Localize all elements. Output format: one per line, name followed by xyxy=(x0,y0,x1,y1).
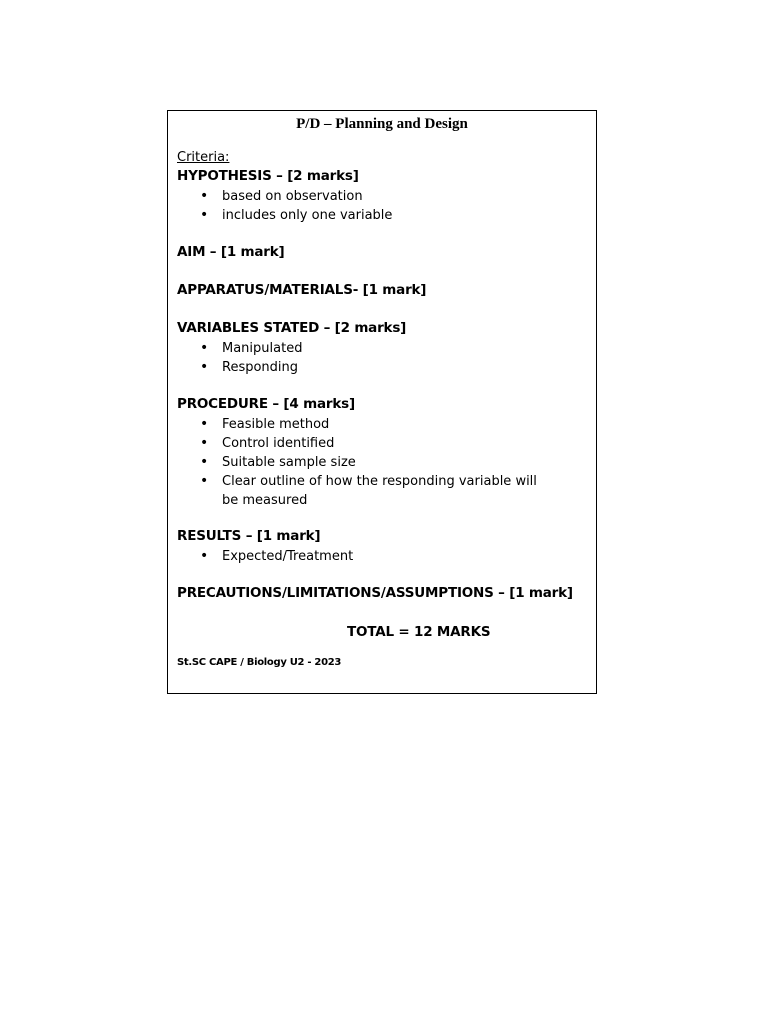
section-heading-procedure: PROCEDURE – [4 marks] xyxy=(177,396,355,412)
hypothesis-bullet-list xyxy=(168,187,542,225)
rubric-box xyxy=(167,110,597,694)
section-heading-results: RESULTS – [1 mark] xyxy=(177,528,321,544)
list-item: • includes only one variable xyxy=(168,206,542,225)
procedure-bullet-list xyxy=(168,415,542,510)
list-item: • Clear outline of how the responding variable will be measured xyxy=(168,472,542,510)
list-item: • Manipulated xyxy=(168,339,542,358)
document-title: P/D – Planning and Design xyxy=(296,116,468,132)
criteria-label: Criteria: xyxy=(177,150,230,165)
footer-note: St.SC CAPE / Biology U2 - 2023 xyxy=(177,657,342,668)
variables-bullet-list xyxy=(168,339,542,377)
section-heading-variables: VARIABLES STATED – [2 marks] xyxy=(177,320,407,336)
results-bullet-list xyxy=(168,547,542,566)
section-heading-precautions: PRECAUTIONS/LIMITATIONS/ASSUMPTIONS – [1 mark] xyxy=(177,585,573,601)
list-item: • Control identified xyxy=(168,434,542,453)
list-item: • Responding xyxy=(168,358,542,377)
total-marks: TOTAL = 12 MARKS xyxy=(347,624,491,640)
section-heading-aim: AIM – [1 mark] xyxy=(177,244,285,260)
section-heading-apparatus: APPARATUS/MATERIALS- [1 mark] xyxy=(177,282,427,298)
list-item: • based on observation xyxy=(168,187,542,206)
list-item: • Feasible method xyxy=(168,415,542,434)
list-item: • Suitable sample size xyxy=(168,453,542,472)
section-heading-hypothesis: HYPOTHESIS – [2 marks] xyxy=(177,168,359,184)
list-item: • Expected/Treatment xyxy=(168,547,542,566)
